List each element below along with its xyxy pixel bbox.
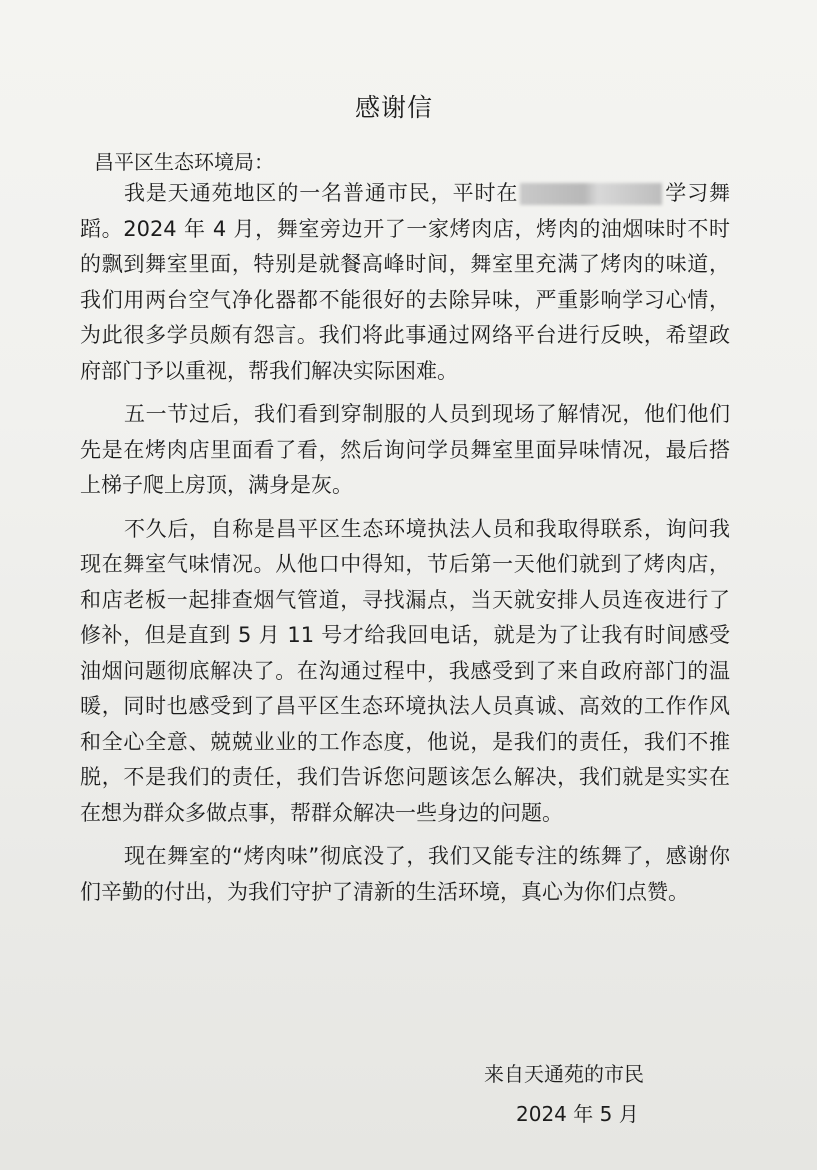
signature: 来自天通苑的市民	[484, 1062, 644, 1086]
paragraph-2: 五一节过后，我们看到穿制服的人员到现场了解情况，他们他们先是在烤肉店里面看了看，然后询问学员舞室里面异味情况，最后搭上梯子爬上房顶，满身是灰。	[80, 402, 730, 497]
salutation: 昌平区生态环境局：	[94, 150, 274, 174]
letter-body	[80, 176, 730, 910]
letter-title: 感谢信	[354, 93, 433, 122]
paragraph-1-text-start: 我是天通苑地区的一名普通市民，平时在	[124, 181, 519, 205]
paragraph-3: 不久后，自称是昌平区生态环境执法人员和我取得联系，询问我现在舞室气味情况。从他口中得知，节后第一天他们就到了烤肉店，和店老板一起排查烟气管道，寻找漏点，当天就安排人员连夜进行了修补，但是直到 5 月 11 号才给我回电话，就是为了让我有时间感受油烟问题彻底解决了。在沟通过程中，我感受到了来自政府部门的温暖，同时也感受到了昌平区生态环境执法人员真诚、高效的工作作风和全心全意、兢兢业业的工作态度，他说，是我们的责任，我们不推脱，不是我们的责任，我们告诉您问题该怎么解决，我们就是实实在在想为群众多做点事，帮群众解决一些身边的问题。	[80, 516, 730, 825]
redacted-name-blur	[520, 183, 662, 205]
letter-date: 2024 年 5 月	[516, 1102, 639, 1126]
paragraph-4: 现在舞室的“烤肉味”彻底没了，我们又能专注的练舞了，感谢你们辛勤的付出，为我们守护了清新的生活环境，真心为你们点赞。	[80, 844, 730, 904]
paragraph-1-text-end: 学习舞蹈。2024 年 4 月，舞室旁边开了一家烤肉店，烤肉的油烟味时不时的飘到舞室里面，特别是就餐高峰时间，舞室里充满了烤肉的味道，我们用两台空气净化器都不能很好的去除异味，严重影响学习心情，为此很多学员颇有怨言。我们将此事通过网络平台进行反映，希望政府部门予以重视，帮我们解决实际困难。	[80, 181, 731, 383]
paragraph-1	[80, 176, 730, 389]
